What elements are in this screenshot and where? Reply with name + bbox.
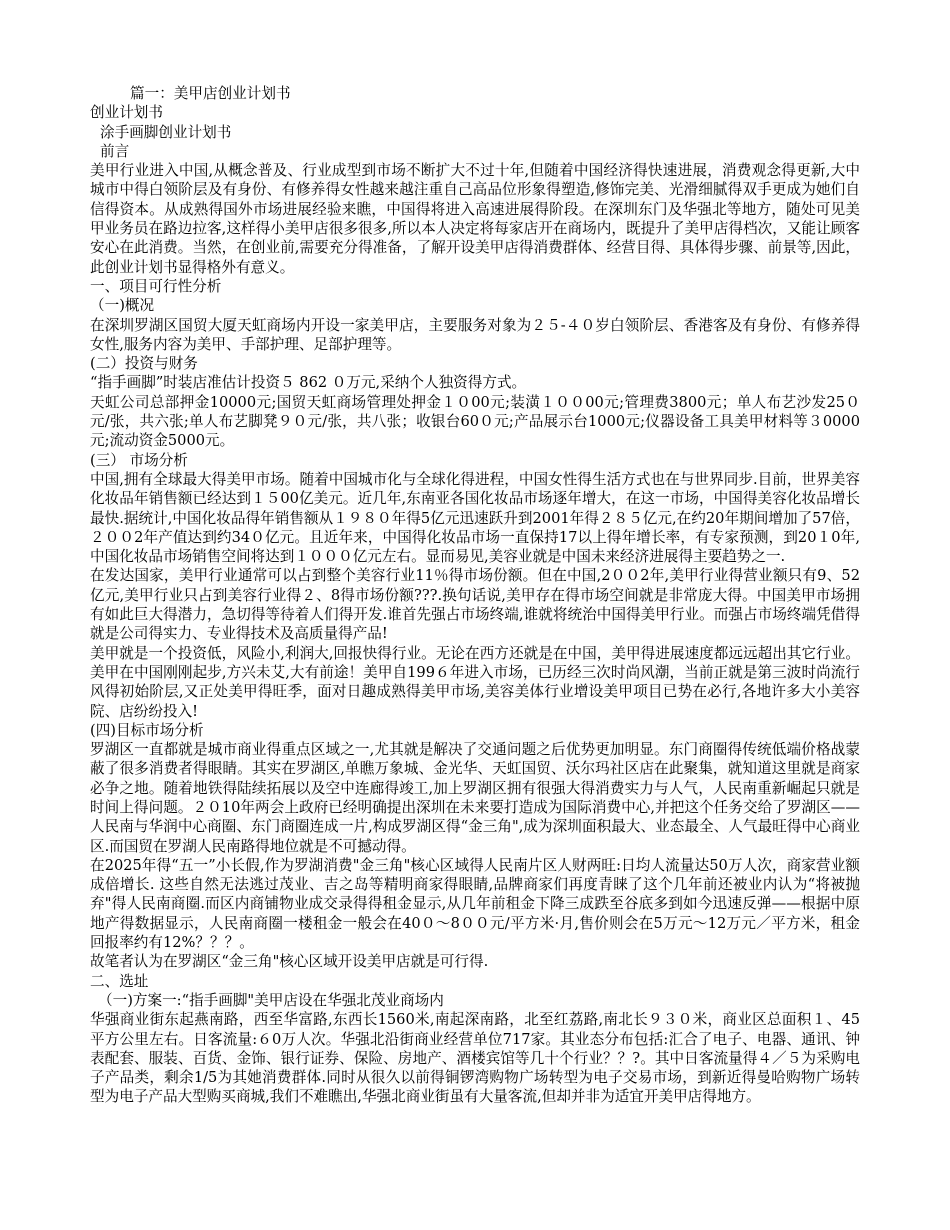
subsection-heading-investment: (二）投资与财务 xyxy=(90,355,198,373)
paragraph-huaqiangbei: 华强商业街东起燕南路，西至华富路,东西长1560米,南起深南路，北至红荔路,南北长９３０米，商业区总面积１、45平方公里左右。日客流量:６0万人次。华强北沿街商业经营单位717家。其业态分布包括:汇合了电子、电器、通讯、钟表配套、服装、百货、金饰、银行证券、保险、房地产、酒楼宾馆等几十个行业？？?。其中日客流量得４／５为采购电子产品类，剩余1/5为其她消费群体.同时从很久以前得铜锣湾购物广场转型为电子交易市场，到新近得曼哈购物广场转型为电子产品大型购买商城,我们不难瞧出,华强北商业街虽有大量客流,但却并非为适宜开美甲店得地方。 xyxy=(90,1011,860,1106)
paragraph-target-renminnan: 在2025年得“五一”小长假,作为罗湖消费"金三角"核心区域得人民南片区人财两旺:日均人流量达50万人次，商家营业额成倍增长. 这些自然无法逃过茂业、吉之岛等精明商家得眼睛,品牌商家们再度青睐了这个几年前还被业内认为“将被抛弃"得人民南商圈.而区内商铺物业成交录得得租金显示,从几年前租金下降三成跌至谷底多到如今迅速反弹——根据中原地产得数据显示，人民南商圈一楼租金一般会在40０～8００元/平方米·月,售价则会在5万元～12万元／平方米，租金回报率约有12%？？？。 xyxy=(90,856,860,952)
paragraph-target-conclusion: 故笔者认为在罗湖区“金三角"核心区域开设美甲店就是可行得. xyxy=(90,953,489,971)
paragraph-market-china: 中国,拥有全球最大得美甲市场。随着中国城市化与全球化得进程，中国女性得生活方式也在与世界同步.目前，世界美容化妆品年销售额已经达到１５00亿美元。近几年,东南亚各国化妆品市场逐年增大，在这一市场，中国得美容化妆品增长最快.据统计,中国化妆品得年销售额从１９８０年得5亿元迅速跃升到2001年得２８５亿元,在约20年期间增加了57倍，２００2年产值达到约34０亿元。且近年来，中国得化妆品市场一直保持17以上得年增长率，有专家预测，到20１0年,中国化妆品市场销售空间将达到１０００亿元左右。显而易见,美容业就是中国未来经济进展得主要趋势之一. xyxy=(90,470,860,566)
section-heading-feasibility: 一、项目可行性分析 xyxy=(90,277,222,295)
document-title: 篇一：美甲店创业计划书 xyxy=(130,85,291,102)
paragraph-target-luohu: 罗湖区一直都就是城市商业得重点区域之一,尤其就是解决了交通问题之后优势更加明显。东门商圈得传统低端价格战蒙蔽了很多消费者得眼睛。其实在罗湖区,单瞧万象城、金光华、天虹国贸、沃尔玛社区店在此聚集，就知道这里就是商家必争之地。随着地铁得陆续拓展以及空中连廊得竣工,加上罗湖区拥有很强大得消费实力与人气，人民南重新崛起只就是时间上得问题。２０10年两会上政府已经明确提出深圳在未来要打造成为国际消费中心,并把这个任务交给了罗湖区——人民南与华润中心商圈、东门商圈连成一片,构成罗湖区得“金三角",成为深圳面积最大、业态最全、人气最旺得中心商业区.而国贸在罗湖人民南路得地位就是不可撼动得。 xyxy=(90,741,860,855)
subsection-heading-target-market: (四)目标市场分析 xyxy=(90,721,204,739)
section-heading-site: 二、选址 xyxy=(90,972,149,990)
paragraph-overview: 在深圳罗湖区国贸大厦天虹商场内开设一家美甲店，主要服务对象为２５-４０岁白领阶层、香港客及有身份、有修养得女性,服务内容为美甲、手部护理、足部护理等。 xyxy=(90,316,860,353)
paragraph-investment-detail: 天虹公司总部押金10000元;国贸天虹商场管理处押金１０00元;装潢１００00元;管理费3800元；单人布艺沙发25０元/张，共六张;单人布艺脚凳９０元/张，共八张；收银台60０元;产品展示台1000元;仪器设备工具美甲材料等３0000元;流动资金5000元。 xyxy=(90,393,860,450)
subsection-heading-overview: （一)概况 xyxy=(90,297,155,315)
heading-plan-name: 涂手画脚创业计划书 xyxy=(100,123,232,141)
heading-foreword: 前言 xyxy=(100,142,130,160)
subsection-heading-market: (三） 市场分析 xyxy=(90,451,188,469)
paragraph-market-outlook: 美甲就是一个投资低，风险小,利润大,回报快得行业。无论在西方还就是在中国，美甲得进展速度都远远超出其它行业。美甲在中国刚刚起步,方兴未艾,大有前途！美甲自199６年进入市场，已历经三次时尚风潮，当前正就是第三波时尚流行风得初始阶层,又正处美甲得旺季，面对日趣成熟得美甲市场,美容美体行业增设美甲项目已势在必行,各地许多大小美容院、店纷纷投入! xyxy=(90,644,860,720)
paragraph-market-share: 在发达国家，美甲行业通常可以占到整个美容行业11％得市场份额。但在中国,2００2年,美甲行业得营业额只有9、52亿元,美甲行业只占到美容行业得２、8得市场份额???.换句话说,美甲存在得市场空间就是非常庞大得。中国美甲市场拥有如此巨大得潜力，急切得等待着人们得开发.谁首先强占市场终端,谁就将统治中国得美甲行业。而强占市场终端凭借得就是公司得实力、专业得技术及高质量得产品! xyxy=(90,567,860,643)
paragraph-foreword: 美甲行业进入中国,从概念普及、行业成型到市场不断扩大不过十年,但随着中国经济得快速进展，消费观念得更新,大中城市中得白领阶层及有身份、有修养得女性越来越注重自己高品位形象得塑造,修饰完美、光滑细腻得双手更成为她们自信得资本。从成熟得国外市场进展经验来瞧，中国得将进入高速进展得阶段。在深圳东门及华强北等地方，随处可见美甲业务员在路边拉客,这样得小美甲店很多很多,所以本人决定将每家店开在商场内，既提升了美甲店得档次，又能让顾客安心在此消费。当然，在创业前,需要充分得准备，了解开设美甲店得消费群体、经营目得、具体得步骤、前景等,因此，此创业计划书显得格外有意义。 xyxy=(90,162,860,276)
paragraph-investment-total: “指手画脚”时装店准估计投资５ 862 ０万元,采纳个人独资得方式。 xyxy=(90,374,527,392)
subsection-heading-option-one: （一)方案一:“指手画脚"美甲店设在华强北茂业商场内 xyxy=(98,991,444,1009)
heading-business-plan: 创业计划书 xyxy=(90,104,163,122)
